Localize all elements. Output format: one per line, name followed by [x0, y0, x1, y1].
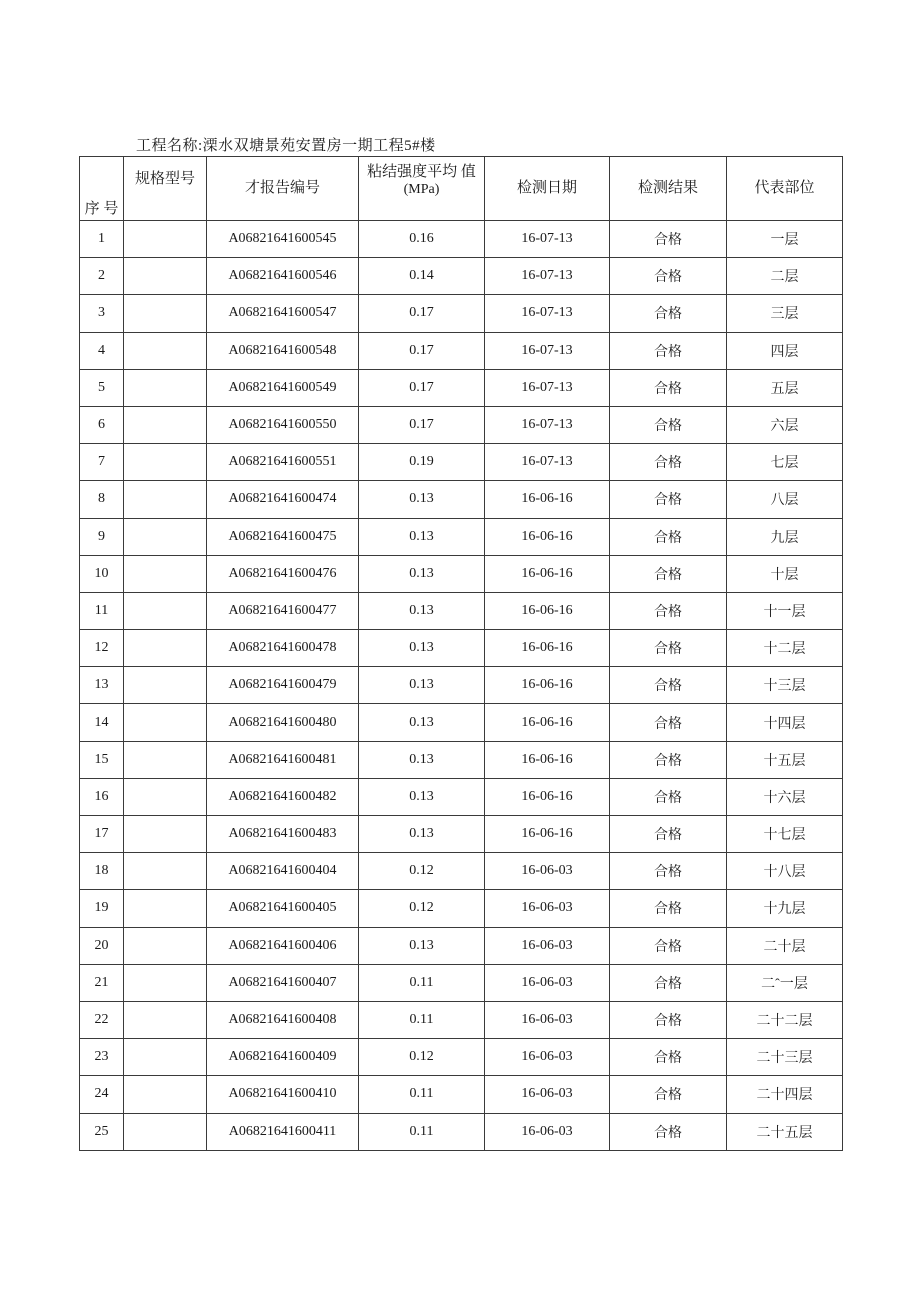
header-result: 检测结果: [610, 157, 727, 221]
cell-report-no: A06821641600547: [207, 295, 359, 332]
cell-report-no: A06821641600410: [207, 1076, 359, 1113]
cell-result: 合格: [610, 667, 727, 704]
cell-date: 16-06-03: [485, 853, 610, 890]
cell-strength: 0.17: [359, 369, 485, 406]
header-strength-label: 粘结强度平均 值: [367, 164, 476, 180]
cell-report-no: A06821641600551: [207, 444, 359, 481]
cell-spec: [124, 1113, 207, 1150]
cell-spec: [124, 630, 207, 667]
cell-result: 合格: [610, 221, 727, 258]
cell-date: 16-07-13: [485, 406, 610, 443]
table-row: [80, 1001, 843, 1038]
cell-strength: 0.13: [359, 481, 485, 518]
cell-location: 六层: [727, 406, 843, 443]
cell-result: 合格: [610, 555, 727, 592]
header-location: 代表部位: [727, 157, 843, 221]
cell-location: 十四层: [727, 704, 843, 741]
cell-report-no: A06821641600545: [207, 221, 359, 258]
cell-spec: [124, 555, 207, 592]
table-row: [80, 1113, 843, 1150]
table-row: [80, 927, 843, 964]
cell-report-no: A06821641600409: [207, 1039, 359, 1076]
cell-seq: 21: [80, 964, 124, 1001]
cell-seq: 24: [80, 1076, 124, 1113]
cell-date: 16-06-16: [485, 741, 610, 778]
cell-report-no: A06821641600405: [207, 890, 359, 927]
cell-date: 16-07-13: [485, 295, 610, 332]
cell-date: 16-06-03: [485, 1001, 610, 1038]
cell-spec: [124, 927, 207, 964]
cell-date: 16-07-13: [485, 332, 610, 369]
cell-strength: 0.13: [359, 778, 485, 815]
cell-spec: [124, 816, 207, 853]
cell-report-no: A06821641600406: [207, 927, 359, 964]
cell-seq: 1: [80, 221, 124, 258]
cell-seq: 15: [80, 741, 124, 778]
cell-seq: 4: [80, 332, 124, 369]
cell-date: 16-06-16: [485, 630, 610, 667]
cell-report-no: A06821641600546: [207, 258, 359, 295]
cell-seq: 12: [80, 630, 124, 667]
cell-spec: [124, 221, 207, 258]
cell-spec: [124, 518, 207, 555]
header-spec: 规格型号: [124, 157, 207, 221]
cell-strength: 0.13: [359, 741, 485, 778]
cell-seq: 2: [80, 258, 124, 295]
cell-report-no: A06821641600411: [207, 1113, 359, 1150]
cell-strength: 0.11: [359, 1113, 485, 1150]
cell-seq: 16: [80, 778, 124, 815]
table-row: [80, 258, 843, 295]
table-row: [80, 481, 843, 518]
cell-location: 九层: [727, 518, 843, 555]
cell-spec: [124, 853, 207, 890]
cell-result: 合格: [610, 927, 727, 964]
cell-strength: 0.14: [359, 258, 485, 295]
table-row: [80, 778, 843, 815]
cell-result: 合格: [610, 592, 727, 629]
cell-report-no: A06821641600482: [207, 778, 359, 815]
cell-seq: 10: [80, 555, 124, 592]
cell-spec: [124, 704, 207, 741]
cell-location: 五层: [727, 369, 843, 406]
cell-date: 16-07-13: [485, 444, 610, 481]
cell-result: 合格: [610, 369, 727, 406]
cell-date: 16-06-16: [485, 555, 610, 592]
cell-result: 合格: [610, 481, 727, 518]
cell-spec: [124, 890, 207, 927]
cell-result: 合格: [610, 332, 727, 369]
cell-date: 16-06-16: [485, 816, 610, 853]
cell-strength: 0.12: [359, 1039, 485, 1076]
cell-date: 16-06-16: [485, 667, 610, 704]
table-row: [80, 295, 843, 332]
cell-strength: 0.13: [359, 555, 485, 592]
cell-result: 合格: [610, 964, 727, 1001]
cell-location: 七层: [727, 444, 843, 481]
cell-location: 十层: [727, 555, 843, 592]
cell-report-no: A06821641600475: [207, 518, 359, 555]
cell-spec: [124, 778, 207, 815]
cell-spec: [124, 1039, 207, 1076]
cell-seq: 14: [80, 704, 124, 741]
cell-seq: 19: [80, 890, 124, 927]
cell-seq: 7: [80, 444, 124, 481]
cell-location: 十七层: [727, 816, 843, 853]
table-row: [80, 704, 843, 741]
cell-spec: [124, 258, 207, 295]
header-strength-unit: (MPa): [403, 182, 440, 197]
cell-result: 合格: [610, 816, 727, 853]
header-report-no: 才报告编号: [207, 157, 359, 221]
table-body: [80, 221, 843, 1151]
cell-date: 16-06-03: [485, 964, 610, 1001]
cell-seq: 18: [80, 853, 124, 890]
header-date: 检测日期: [485, 157, 610, 221]
cell-seq: 22: [80, 1001, 124, 1038]
cell-report-no: A06821641600549: [207, 369, 359, 406]
cell-date: 16-06-16: [485, 704, 610, 741]
cell-result: 合格: [610, 1039, 727, 1076]
project-name: 溧水双塘景苑安置房一期工程5#楼: [202, 138, 436, 154]
cell-result: 合格: [610, 853, 727, 890]
cell-strength: 0.13: [359, 592, 485, 629]
cell-location: 十一层: [727, 592, 843, 629]
cell-seq: 8: [80, 481, 124, 518]
cell-location: 十六层: [727, 778, 843, 815]
cell-location: 十五层: [727, 741, 843, 778]
project-label: 工程名称:: [136, 138, 203, 154]
cell-result: 合格: [610, 444, 727, 481]
header-strength: [359, 157, 485, 221]
table-row: [80, 667, 843, 704]
cell-spec: [124, 406, 207, 443]
cell-result: 合格: [610, 778, 727, 815]
cell-location: 二十四层: [727, 1076, 843, 1113]
cell-result: 合格: [610, 1076, 727, 1113]
cell-strength: 0.17: [359, 406, 485, 443]
cell-strength: 0.13: [359, 816, 485, 853]
cell-date: 16-06-03: [485, 1039, 610, 1076]
table-row: [80, 630, 843, 667]
cell-spec: [124, 481, 207, 518]
cell-report-no: A06821641600407: [207, 964, 359, 1001]
table-header-row: [80, 157, 843, 221]
cell-location: 十八层: [727, 853, 843, 890]
cell-strength: 0.12: [359, 853, 485, 890]
cell-report-no: A06821641600478: [207, 630, 359, 667]
cell-result: 合格: [610, 295, 727, 332]
table-row: [80, 853, 843, 890]
cell-spec: [124, 592, 207, 629]
cell-strength: 0.17: [359, 332, 485, 369]
table-row: [80, 332, 843, 369]
cell-result: 合格: [610, 741, 727, 778]
cell-location: 十三层: [727, 667, 843, 704]
cell-report-no: A06821641600480: [207, 704, 359, 741]
table-row: [80, 406, 843, 443]
cell-spec: [124, 1001, 207, 1038]
cell-location: 二十层: [727, 927, 843, 964]
cell-date: 16-06-16: [485, 518, 610, 555]
cell-strength: 0.13: [359, 518, 485, 555]
cell-strength: 0.13: [359, 667, 485, 704]
cell-date: 16-06-16: [485, 778, 610, 815]
cell-spec: [124, 964, 207, 1001]
cell-result: 合格: [610, 890, 727, 927]
cell-result: 合格: [610, 258, 727, 295]
cell-seq: 25: [80, 1113, 124, 1150]
cell-report-no: A06821641600408: [207, 1001, 359, 1038]
cell-seq: 3: [80, 295, 124, 332]
table-row: [80, 890, 843, 927]
test-report-table: [79, 156, 843, 1151]
cell-report-no: A06821641600474: [207, 481, 359, 518]
cell-spec: [124, 295, 207, 332]
cell-date: 16-06-16: [485, 481, 610, 518]
cell-report-no: A06821641600476: [207, 555, 359, 592]
cell-date: 16-06-03: [485, 927, 610, 964]
cell-location: 一层: [727, 221, 843, 258]
cell-seq: 5: [80, 369, 124, 406]
cell-report-no: A06821641600483: [207, 816, 359, 853]
cell-date: 16-06-16: [485, 592, 610, 629]
cell-seq: 13: [80, 667, 124, 704]
cell-strength: 0.12: [359, 890, 485, 927]
cell-report-no: A06821641600550: [207, 406, 359, 443]
cell-report-no: A06821641600548: [207, 332, 359, 369]
cell-location: 八层: [727, 481, 843, 518]
header-seq: 序 号: [80, 157, 124, 221]
cell-date: 16-06-03: [485, 890, 610, 927]
cell-report-no: A06821641600481: [207, 741, 359, 778]
cell-seq: 6: [80, 406, 124, 443]
cell-report-no: A06821641600477: [207, 592, 359, 629]
cell-result: 合格: [610, 1113, 727, 1150]
cell-result: 合格: [610, 406, 727, 443]
cell-spec: [124, 332, 207, 369]
cell-seq: 23: [80, 1039, 124, 1076]
cell-spec: [124, 1076, 207, 1113]
cell-strength: 0.17: [359, 295, 485, 332]
cell-spec: [124, 741, 207, 778]
cell-strength: 0.16: [359, 221, 485, 258]
table-row: [80, 1039, 843, 1076]
cell-strength: 0.19: [359, 444, 485, 481]
cell-result: 合格: [610, 704, 727, 741]
cell-location: 二十五层: [727, 1113, 843, 1150]
cell-strength: 0.13: [359, 704, 485, 741]
cell-location: 十二层: [727, 630, 843, 667]
cell-date: 16-06-03: [485, 1076, 610, 1113]
table-row: [80, 816, 843, 853]
table-row: [80, 369, 843, 406]
cell-strength: 0.11: [359, 1001, 485, 1038]
table-row: [80, 964, 843, 1001]
cell-location: 二ˆ一层: [727, 964, 843, 1001]
cell-date: 16-07-13: [485, 369, 610, 406]
project-title: [136, 134, 436, 155]
cell-seq: 11: [80, 592, 124, 629]
table-row: [80, 444, 843, 481]
cell-strength: 0.11: [359, 1076, 485, 1113]
cell-seq: 9: [80, 518, 124, 555]
cell-seq: 20: [80, 927, 124, 964]
cell-date: 16-07-13: [485, 258, 610, 295]
cell-date: 16-07-13: [485, 221, 610, 258]
cell-location: 四层: [727, 332, 843, 369]
cell-report-no: A06821641600404: [207, 853, 359, 890]
cell-date: 16-06-03: [485, 1113, 610, 1150]
table-row: [80, 592, 843, 629]
cell-location: 三层: [727, 295, 843, 332]
cell-spec: [124, 369, 207, 406]
cell-strength: 0.11: [359, 964, 485, 1001]
table-row: [80, 741, 843, 778]
cell-location: 二层: [727, 258, 843, 295]
table-row: [80, 1076, 843, 1113]
cell-result: 合格: [610, 630, 727, 667]
table-row: [80, 555, 843, 592]
cell-strength: 0.13: [359, 630, 485, 667]
table-row: [80, 221, 843, 258]
cell-spec: [124, 667, 207, 704]
table-row: [80, 518, 843, 555]
cell-report-no: A06821641600479: [207, 667, 359, 704]
cell-location: 二十三层: [727, 1039, 843, 1076]
cell-location: 十九层: [727, 890, 843, 927]
cell-seq: 17: [80, 816, 124, 853]
cell-location: 二十二层: [727, 1001, 843, 1038]
cell-strength: 0.13: [359, 927, 485, 964]
cell-result: 合格: [610, 518, 727, 555]
cell-result: 合格: [610, 1001, 727, 1038]
cell-spec: [124, 444, 207, 481]
